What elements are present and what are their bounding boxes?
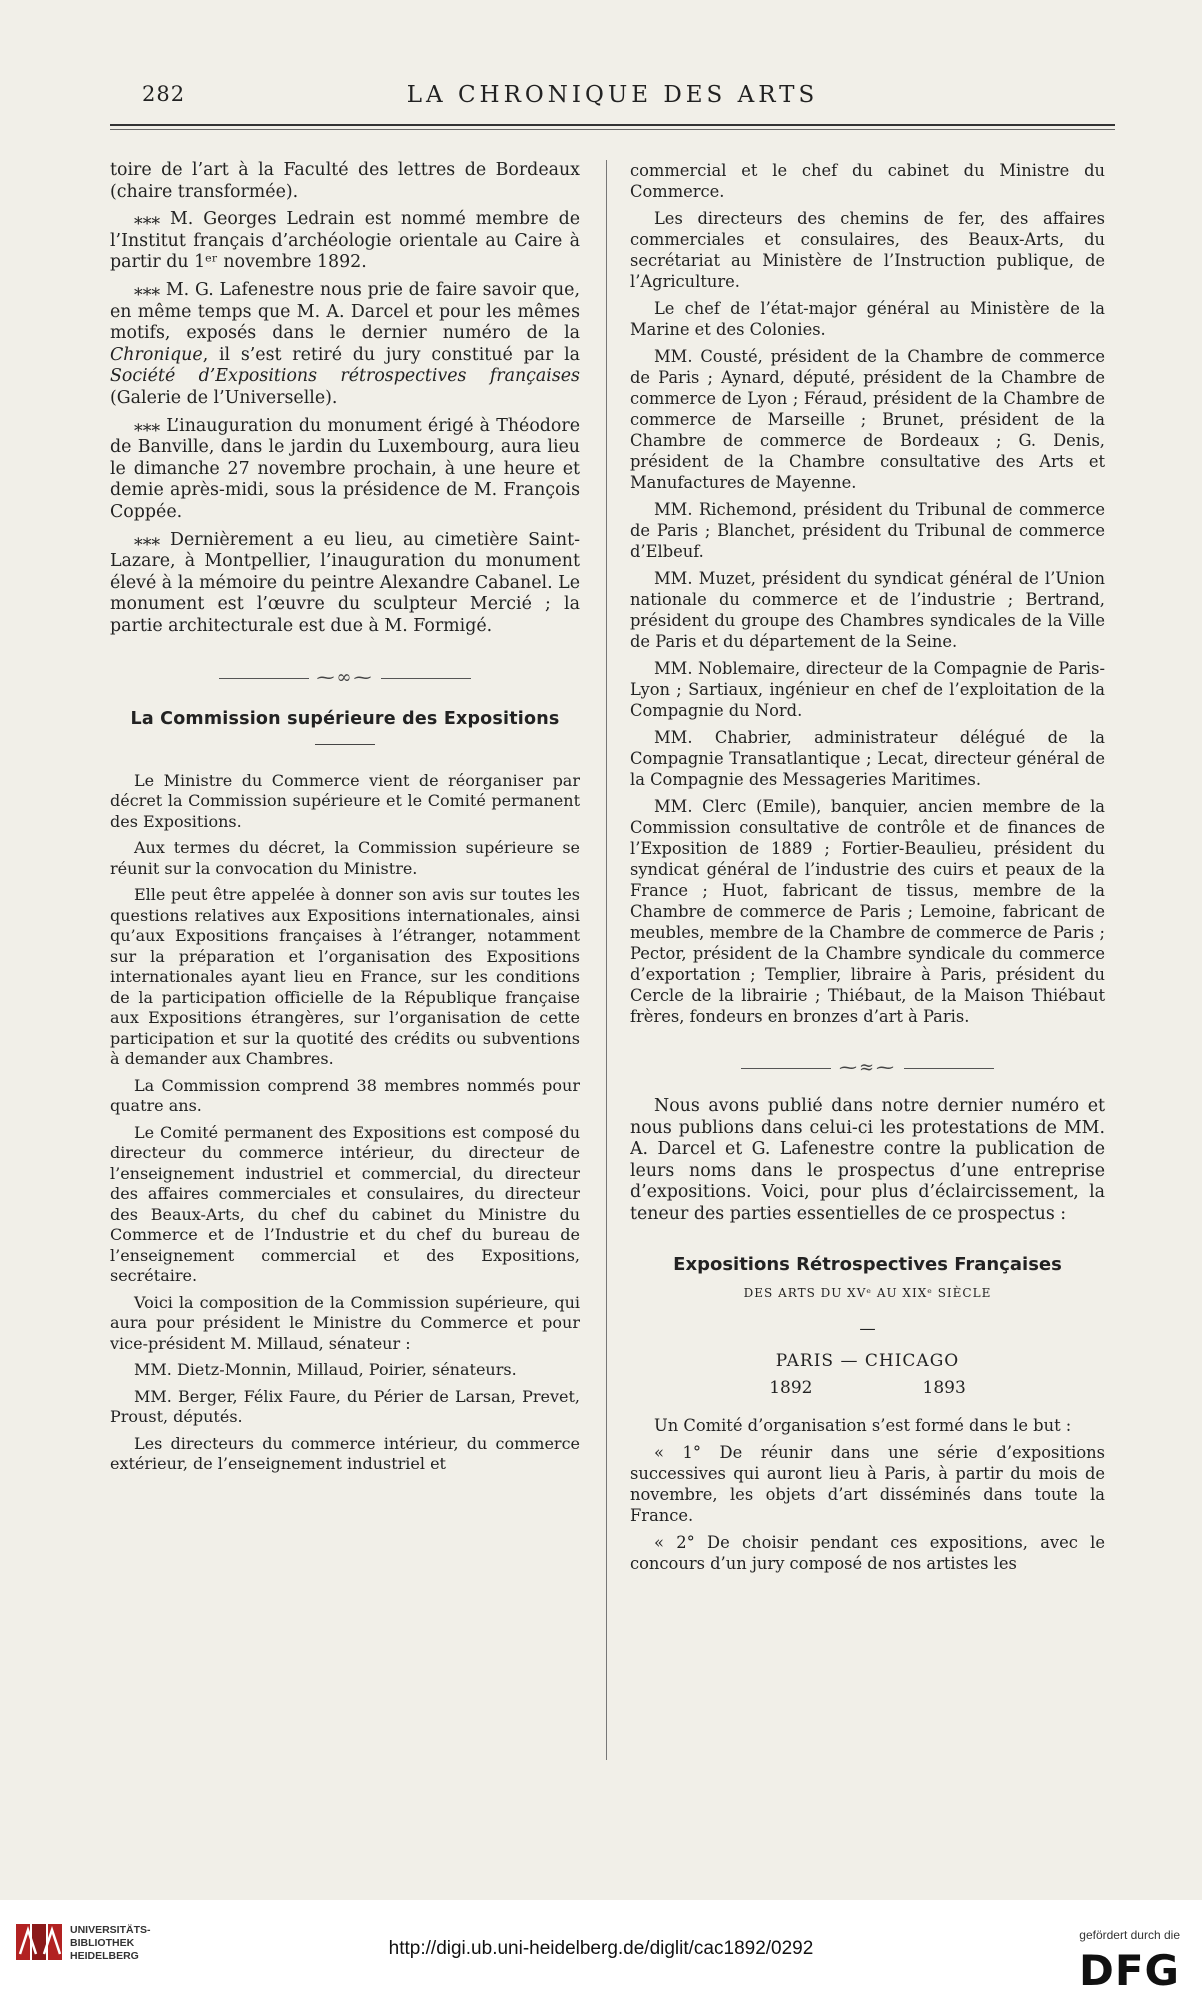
page-number: 282 xyxy=(142,82,186,106)
short-rule xyxy=(315,744,375,745)
paragraph: Un Comité d’organisation s’est formé dans le but : xyxy=(654,1415,1072,1435)
text-run: , il s’est retiré du jury constitué par la xyxy=(202,344,580,365)
ornament-divider: ⁓∞⁓ xyxy=(110,667,580,688)
paragraph: Le Ministre du Commerce vient de réorganiser par décret la Commission supérieure et le Comité permanent des Expositions. xyxy=(110,770,580,831)
paragraph: Voici la composition de la Commission supérieure, qui aura pour président le Ministre du Commerce et pour vice-président M. Millaud, sénateur : xyxy=(110,1292,580,1353)
paragraph: Le chef de l’état-major général au Ministère de la Marine et des Colonies. xyxy=(630,299,1105,339)
section-title: Expositions Rétrospectives Françaises xyxy=(673,1253,1062,1275)
paragraph: « 2° De choisir pendant ces expositions, avec le concours d’un jury composé de nos artistes les xyxy=(630,1532,1105,1573)
paragraph: Elle peut être appelée à donner son avis sur toutes les questions relatives aux Expositions internationales, ainsi qu’aux Expositions françaises à l’étranger, notamment sur la préparation et l’organisation des Expositions internationales ayant lieu en France, sur les conditions de la participation officielle de la République française aux Expositions étrangères, sur l’organisation de cette participation et sur la quotité des crédits ou subventions à demander aux Chambres. xyxy=(110,885,580,1069)
section-title: La Commission supérieure des Expositions xyxy=(130,708,560,729)
library-name-line: HEIDELBERG xyxy=(70,1950,139,1962)
paragraph: MM. Clerc (Emile), banquier, ancien membre de la Commission consultative de contrôle et de finances de l’Exposition de 1889 ; Fortier-Beaulieu, président du syndicat général de l’industrie des cuirs et peaux de la France ; Huot, fabricant de tissus, membre de la Chambre de commerce de Paris ; Lemoine, fabricant de meubles, membre de la Chambre de commerce de Paris ; Pector, président de la Chambre syndicale du commerce d’exportation ; Templier, libraire à Paris, président du Cercle de la librairie ; Thiébaut, de la Maison Thiébaut frères, fondeurs en bronzes d’art à Paris. xyxy=(630,797,1105,1026)
paragraph: MM. Chabrier, administrateur délégué de la Compagnie Transatlantique ; Lecat, directeur général de la Compagnie des Messageries Maritimes. xyxy=(630,728,1105,789)
journal-title: LA CHRONIQUE DES ARTS xyxy=(406,82,819,108)
paragraph: commercial et le chef du cabinet du Ministre du Commerce. xyxy=(630,161,1105,201)
paragraph: MM. Berger, Félix Faure, du Périer de Larsan, Prevet, Proust, députés. xyxy=(110,1386,580,1427)
text-run: (Galerie de l’Universelle). xyxy=(110,387,338,408)
paragraph: MM. Muzet, président du syndicat général de l’Union nationale du commerce et de l’industrie ; Bertrand, président du groupe des Chambres syndicales de la Ville de Paris et du département de la Seine. xyxy=(630,569,1105,651)
paragraph: MM. Noblemaire, directeur de la Compagnie de Paris-Lyon ; Sartiaux, ingénieur en chef de l’exploitation de la Compagnie du Nord. xyxy=(630,659,1105,720)
paragraph: « 1° De réunir dans une série d’expositions successives qui auront lieu à Paris, à partir du mois de novembre, les objets d’art disséminés dans toute la France. xyxy=(630,1442,1105,1525)
year-start: 1892 xyxy=(769,1377,813,1398)
header-rule-thin xyxy=(110,129,1115,130)
right-column xyxy=(630,160,1105,1766)
paragraph: La Commission comprend 38 membres nommés pour quatre ans. xyxy=(110,1075,580,1116)
paragraph: Aux termes du décret, la Commission supérieure se réunit sur la convocation du Ministre. xyxy=(110,838,580,878)
paragraph: MM. Dietz-Monnin, Millaud, Poirier, sénateurs. xyxy=(134,1360,517,1380)
section-subtitle: DES ARTS DU XVᵉ AU XIXᵉ SIÈCLE xyxy=(743,1285,992,1300)
italic-text: Chronique xyxy=(110,344,203,365)
paragraph: Les directeurs des chemins de fer, des affaires commerciales et consulaires, des Beaux-Arts, du secrétariat au Ministère de l’Instruction publique, de l’Agriculture. xyxy=(630,209,1105,291)
paragraph: ⁎⁎⁎ Dernièrement a eu lieu, au cimetière Saint-Lazare, à Montpellier, l’inauguration du monument élevé à la mémoire du peintre Alexandre Cabanel. Le monument est l’œuvre du sculpteur Mercié ; la partie architecturale est due à M. Formigé. xyxy=(110,529,580,636)
paragraph: Le Comité permanent des Expositions est composé du directeur du commerce intérieur, du directeur de l’enseignement industriel et commercial, du directeur des affaires commerciales et consulaires, du directeur des Beaux-Arts, du chef du cabinet du Ministre du Commerce et de l’Industrie et du chef du bureau de l’enseignement commercial et des Expositions, secrétaire. xyxy=(110,1122,580,1286)
paragraph: ⁎⁎⁎ M. Georges Ledrain est nommé membre de l’Institut français d’archéologie orientale au Caire à partir du 1ᵉʳ novembre 1892. xyxy=(110,209,580,273)
running-head xyxy=(110,82,1115,114)
paragraph: Nous avons publié dans notre dernier numéro et nous publions dans celui-ci les protestations de MM. A. Darcel et G. Lafenestre contre la publication de leurs noms dans le prospectus d’une entreprise d’expositions. Voici, pour plus d’éclaircissement, la teneur des parties essentielles de ce prospectus : xyxy=(630,1096,1105,1224)
footer-bar xyxy=(0,1900,1202,2000)
dash-separator: — xyxy=(859,1318,876,1338)
paragraph: MM. Cousté, président de la Chambre de commerce de Paris ; Aynard, député, président de la Chambre de commerce de Lyon ; Féraud, président de la Chambre de commerce de Marseille ; Brunet, président de la Chambre de commerce de Bordeaux ; G. Denis, président de la Chambre consultative des Arts et Manufactures de Mayenne. xyxy=(630,347,1105,492)
paragraph: MM. Richemond, président du Tribunal de commerce de Paris ; Blanchet, président du Tribunal de commerce d’Elbeuf. xyxy=(630,500,1105,561)
year-end: 1893 xyxy=(922,1377,966,1398)
paragraph: Les directeurs du commerce intérieur, du commerce extérieur, de l’enseignement industriel et xyxy=(110,1433,580,1474)
paragraph xyxy=(110,280,580,410)
cities-line: PARIS — CHICAGO xyxy=(775,1350,960,1371)
italic-text: Société d’Expositions rétrospectives françaises xyxy=(110,366,580,387)
years-line xyxy=(630,1378,1105,1399)
funding-caption: gefördert durch die xyxy=(1079,1928,1180,1942)
library-name-line: BIBLIOTHEK xyxy=(70,1937,135,1949)
permalink-url[interactable]: http://digi.ub.uni-heidelberg.de/diglit/cac1892/0292 xyxy=(388,1938,814,1959)
paragraph: ⁎⁎⁎ L’inauguration du monument érigé à Théodore de Banville, dans le jardin du Luxembourg, aura lieu le dimanche 27 novembre prochain, à une heure et demie après-midi, sous la présidence de M. François Coppée. xyxy=(110,415,580,522)
text-run: ⁎⁎⁎ M. G. Lafenestre nous prie de faire savoir que, en même temps que M. A. Darcel et pour les mêmes motifs, exposés dans le dernier numéro de la xyxy=(110,279,580,344)
header-rule xyxy=(110,124,1115,126)
dfg-logo: DFG xyxy=(1078,1946,1180,1995)
ornament-divider: ⁓≈⁓ xyxy=(630,1057,1105,1078)
column-divider xyxy=(606,160,607,1760)
paragraph: toire de l’art à la Faculté des lettres de Bordeaux (chaire transformée). xyxy=(110,160,580,202)
left-column xyxy=(110,160,580,1766)
library-name-line: UNIVERSITÄTS- xyxy=(70,1924,151,1936)
